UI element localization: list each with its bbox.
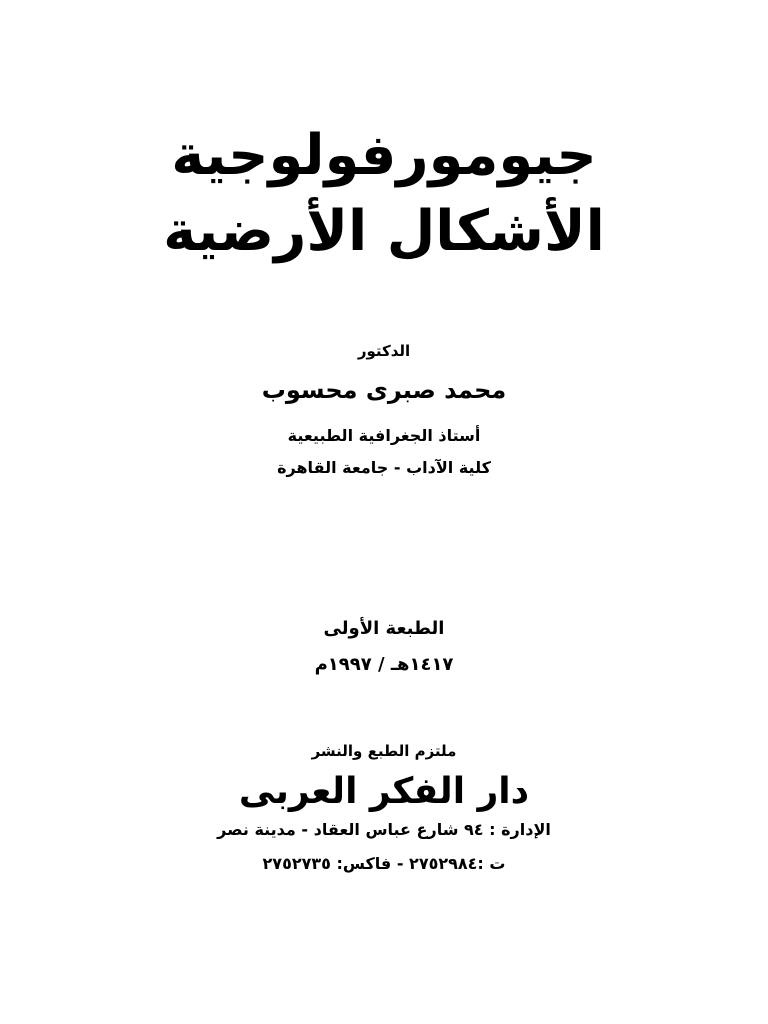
book-title-line-2: الأشكال الأرضية (163, 199, 605, 264)
author-title-label: الدكتور (357, 342, 411, 360)
author-name: محمد صبرى محسوب (261, 376, 507, 404)
edition-label: الطبعة الأولى (323, 618, 445, 639)
book-title-line-1: جيومورفولوجية (171, 123, 597, 188)
publisher-phone: ت :٢٧٥٢٩٨٤ - فاكس: ٢٧٥٢٧٣٥ (262, 854, 506, 873)
publisher-name: دار الفكر العربى (238, 771, 530, 812)
edition-year: ١٤١٧هـ / ١٩٩٧م (314, 654, 454, 675)
author-faculty: كلية الآداب - جامعة القاهرة (277, 458, 491, 477)
author-position: أستاذ الجغرافية الطبيعية (287, 426, 481, 445)
publisher-note: ملتزم الطبع والنشر (311, 742, 457, 760)
publisher-address: الإدارة : ٩٤ شارع عباس العقاد - مدينة نصر (217, 820, 551, 839)
